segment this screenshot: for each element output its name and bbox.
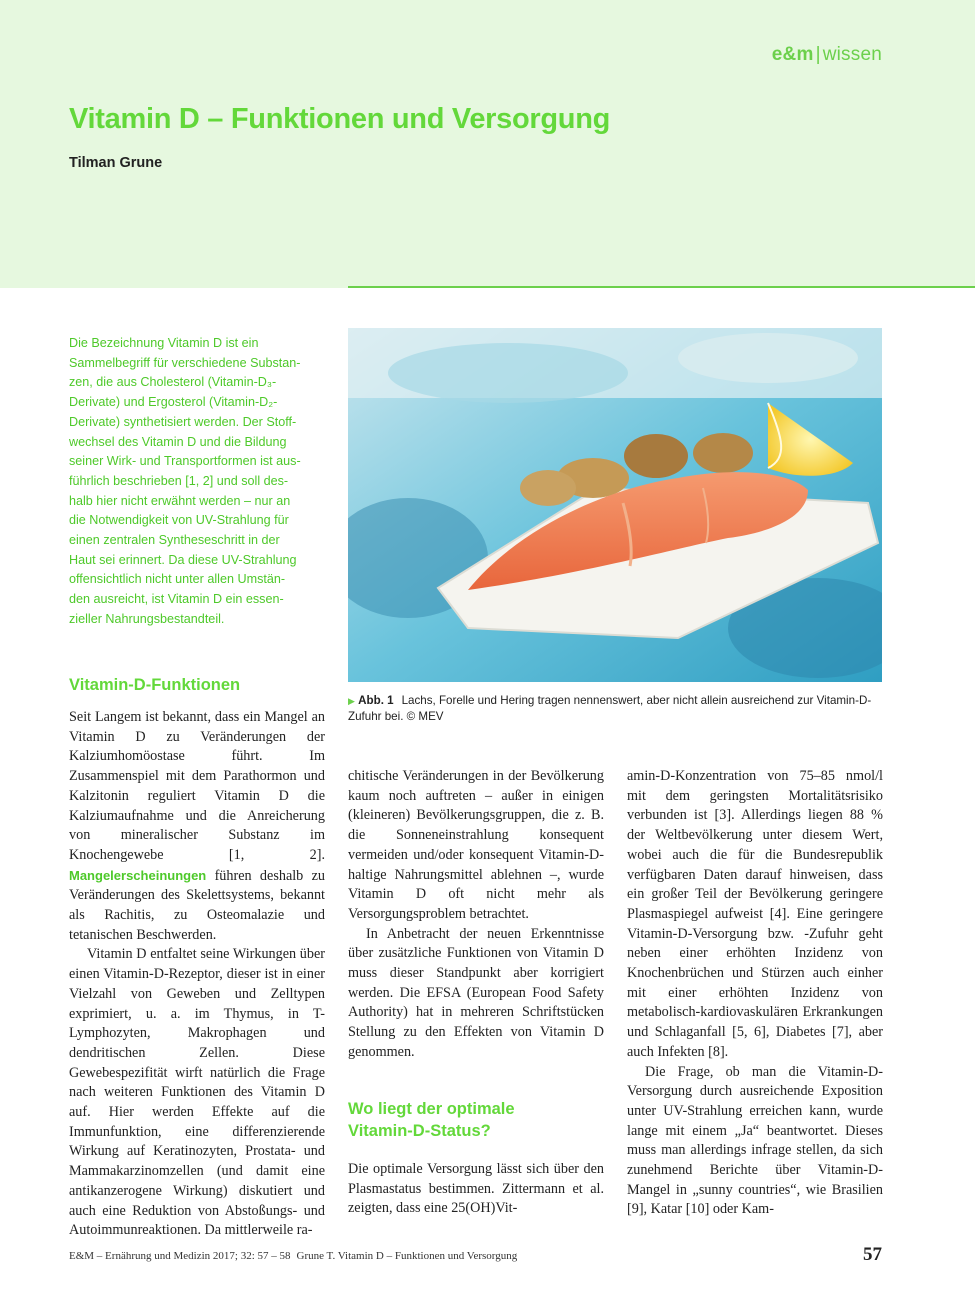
header-rule bbox=[348, 286, 975, 288]
section-separator: | bbox=[815, 44, 821, 65]
col3-paragraph-1: amin-D-Konzentration von 75–85 nmol/l mit dem geringsten Mortalitätsrisiko verbunden ist [3]. Allerdings liegen 88 % der Weltbevölkerung unter diesem Wert, wobei auch die für die Bundesrepublik verfügbaren Daten darauf hinweisen, dass ein großer Teil der Bevölkerung geringere Plasmaspiegel aufweist [4]. Eine geringere Vitamin-D-Versorgung bzw. -Zufuhr geht neben einer erhöhten Inzidenz von Knochenbrüchen und Stürzen auch einher mit einer erhöhten Inzidenz von metabolisch-kardiovaskulären Erkrankungen und Schlaganfall [5, 6], Diabetes [7], aber auch Infekten [8]. bbox=[627, 768, 883, 1060]
column-3 bbox=[627, 767, 883, 1220]
journal-citation: E&M – Ernährung und Medizin 2017; 32: 57 – 58 bbox=[69, 1250, 291, 1262]
col2-paragraph-2: In Anbetracht der neuen Erkenntnisse über zusätzliche Funktionen von Vitamin D muss dieser Standpunkt aber korrigiert werden. Die EFSA (European Food Safety Authority) hat in mehreren Schriftstücken Stellung zu den Effekten von Vitamin D genommen. bbox=[348, 925, 604, 1060]
article-title: Vitamin D – Funktionen und Versorgung bbox=[69, 103, 611, 135]
journal-brand: e&m bbox=[771, 44, 814, 65]
short-reference: Grune T. Vitamin D – Funktionen und Versorgung bbox=[296, 1250, 518, 1262]
page-number: 57 bbox=[863, 1244, 882, 1265]
col1-p1-text-a: Seit Langem ist bekannt, dass ein Mangel an Vitamin D zu Veränderungen der Kalziumhomöostase führt. Im Zusammenspiel mit dem Parathormon und Kalzitonin reguliert Vitamin D die Kalziumaufnahme und die Anreicherung von mineralischer Substanz im Knochengewebe [1, 2]. bbox=[69, 709, 325, 863]
column-2-continued bbox=[348, 1160, 604, 1219]
keyword-mangelerscheinungen: Mangelerscheinungen bbox=[69, 867, 207, 883]
col1-paragraph-1 bbox=[69, 708, 325, 945]
section-name: wissen bbox=[822, 44, 882, 65]
section-tag bbox=[772, 44, 882, 66]
figure-caption-text: Lachs, Forelle und Hering tragen nennenswert, aber nicht allein ausreichend zur Vitamin-D-Zufuhr bei. © MEV bbox=[348, 694, 872, 723]
salmon-photo bbox=[348, 328, 882, 682]
article-author: Tilman Grune bbox=[69, 155, 163, 171]
column-1 bbox=[69, 708, 325, 1241]
heading-line-1: Wo liegt der optimale bbox=[348, 1100, 515, 1118]
article-abstract: Die Bezeichnung Vitamin D ist ein Sammelbegriff für verschiedene Substan- zen, die aus Cholesterol (Vitamin-D₃- Derivate) und Ergosterol (Vitamin-D₂- Derivate) synthetisiert werden. Der Stoff- wechsel des Vitamin D und die Bildung seiner Wirk- und Transportformen ist aus- führlich beschrieben [1, 2] und soll des- halb hier nicht erwähnt werden – nur an die Notwendigkeit von UV-Strahlung für einen zentralen Syntheseschritt in der Haut sei erinnert. Da diese UV-Strahlung offensichtlich nicht unter allen Umstän- den ausreicht, ist Vitamin D ein essen- zieller Nahrungsbestandteil. bbox=[69, 336, 301, 626]
col2-paragraph-1: chitische Veränderungen in der Bevölkerung kaum noch auftreten – außer in einigen (kleineren) Bevölkerungsgruppen, die z. B. die Sonneneinstrahlung konsequent vermeiden und/oder konsequent Vitamin-D-haltige Nahrungsmittel ablehnen –, wurde Vitamin D oft nicht mehr als Versorgungsproblem betrachtet. bbox=[348, 768, 604, 922]
col1-paragraph-2: Vitamin D entfaltet seine Wirkungen über einen Vitamin-D-Rezeptor, dieser ist in einer Vielzahl von Geweben und Zelltypen exprimiert, u. a. im Thymus, in T-Lymphozyten, Makrophagen und dendritischen Zellen. Diese Gewebespezifität wirft natürlich die Frage nach weiteren Funktionen des Vitamin D auf. Hier werden Effekte auf die Immunfunktion, eine differenzierende Wirkung auf Keratinozyten, Prostata- und Mammakarzinomzellen (und damit eine antikanzerogene Wirkung) diskutiert und auch eine Reduktion von Abstoßungs- und Autoimmunreaktionen. Da mittlerweile ra- bbox=[69, 946, 325, 1239]
col2-paragraph-3: Die optimale Versorgung lässt sich über den Plasmastatus bestimmen. Zittermann et al. zeigten, dass eine 25(OH)Vit- bbox=[348, 1161, 604, 1217]
figure-label: Abb. 1 bbox=[358, 694, 394, 707]
caption-arrow-icon: ▶ bbox=[348, 696, 355, 706]
figure-caption bbox=[348, 693, 882, 725]
heading-optimaler-status bbox=[348, 1098, 515, 1142]
column-2 bbox=[348, 767, 604, 1063]
footer-citation bbox=[69, 1250, 517, 1262]
heading-vitamin-d-funktionen: Vitamin-D-Funktionen bbox=[69, 676, 241, 694]
heading-line-2: Vitamin-D-Status? bbox=[348, 1122, 491, 1140]
col3-paragraph-2: Die Frage, ob man die Vitamin-D-Versorgung durch ausreichende Exposition unter UV-Strahlung erreichen kann, wurde lange mit einem „Ja“ beantwortet. Dieses muss man allerdings infrage stellen, da sich zunehmend Berichte über Vitamin-D-Mangel in „sunny countries“, wie Brasilien [9], Katar [10] oder Kam- bbox=[627, 1063, 883, 1218]
col1-p1-text-b: führen deshalb zu Veränderungen des Skelettsystems, bekannt als Rachitis, zu Osteomalazie und tetanischen Beschwerden. bbox=[69, 867, 325, 943]
